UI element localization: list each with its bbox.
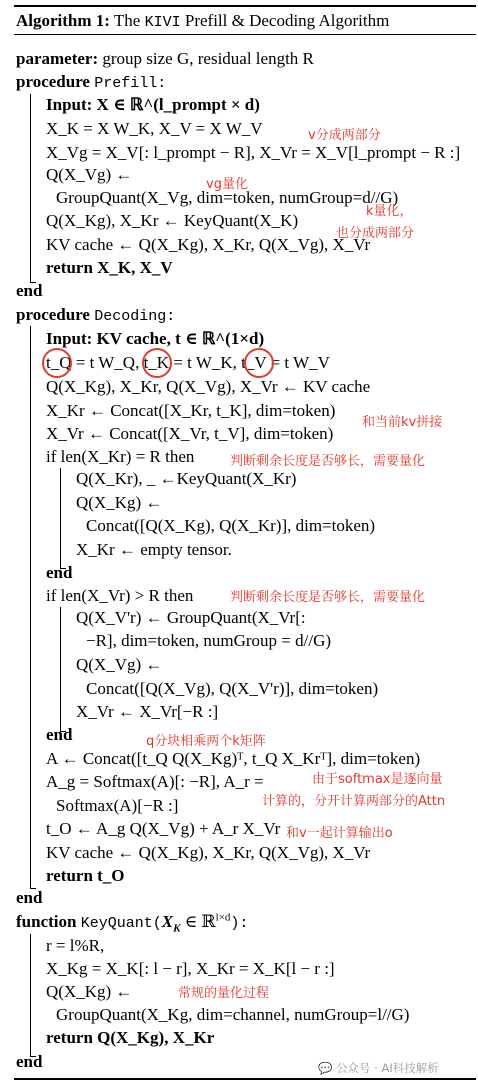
annotation-concat-kv: 和当前kv拼接	[362, 415, 443, 430]
if-k-body2: Q(X_Kg) ←	[76, 493, 163, 512]
procedure-prefill-name: Prefill:	[94, 75, 167, 92]
groupquant-v-line: GroupQuant(X_Vg, dim=token, numGroup=d//G)	[56, 188, 399, 207]
concat-v-line: X_Vr ← Concat([X_Vr, t_V], dim=token)	[46, 424, 334, 443]
annotation-check-k: 判断剩余长度是否够长，需要量化	[230, 454, 426, 469]
annotation-output: 和v一起计算输出o	[286, 826, 393, 841]
title-kivi: KIVI	[144, 14, 181, 31]
end-decoding: end	[16, 888, 43, 907]
procedure-keyword: procedure	[16, 72, 90, 91]
xkg-xkr-line: X_Kg = X_K[: l − r], X_Kr = X_K[l − r :]	[46, 959, 335, 978]
if-k-body3: Concat([Q(X_Kg), Q(X_Kr)], dim=token)	[86, 516, 376, 535]
annotation-v-split: v分成两部分	[308, 128, 381, 143]
top-rule	[14, 5, 476, 7]
xvg-xvr-line: X_Vg = X_V[: l_prompt − R], X_Vr = X_V[l_prompt − R :]	[46, 143, 461, 162]
keyquant-block-bar	[30, 934, 31, 1056]
softmax-line-1: A_g = Softmax(A)[: −R], A_r =	[46, 772, 264, 791]
circle-tv	[244, 348, 274, 378]
tq-tk-tv-line: t_Q = t W_Q, t_K = t W_K, t_V = t W_V	[46, 353, 330, 372]
function-keyquant-close: ):	[230, 915, 249, 932]
end-keyquant: end	[16, 1052, 43, 1071]
end-if-v: end	[46, 725, 73, 744]
wechat-icon: 💬	[318, 1061, 333, 1075]
if-v-body1: Q(X_V'r) ← GroupQuant(X_Vr[:	[76, 608, 306, 627]
title-rest: Prefill & Decoding Algorithm	[184, 11, 390, 30]
input-decoding-line: Input: KV cache, t ∈ ℝ^(1×d)	[46, 329, 265, 348]
annotation-vg-quant: vg量化	[206, 177, 248, 192]
function-keyword: function	[16, 912, 77, 931]
title-the: The	[113, 11, 141, 30]
attn-line: A ← Concat([t_Q Q(X_Kg)ᵀ, t_Q X_Krᵀ], dim=token)	[46, 749, 421, 768]
return-decoding-line: return t_O	[46, 866, 125, 885]
r-def-line: r = l%R,	[46, 936, 105, 955]
kv-cache-decoding-line: KV cache ← Q(X_Kg), X_Kr, Q(X_Vg), X_Vr	[46, 843, 371, 862]
procedure-decoding-name: Decoding:	[94, 308, 176, 325]
q-xvg-line: Q(X_Vg) ←	[46, 165, 133, 184]
parameter-text: group size G, residual length R	[102, 49, 314, 68]
if-v-line: if len(X_Vr) > R then	[46, 586, 194, 605]
procedure-prefill-line	[16, 71, 166, 95]
annotation-q-k-mult: q分块相乘两个k矩阵	[146, 734, 266, 749]
function-keyquant-line	[16, 911, 248, 935]
prefill-block-bar	[30, 94, 31, 282]
function-keyquant-domain: ∈ ℝ$^{l\times d}$	[184, 911, 231, 931]
annotation-softmax-2: 计算的，分开计算两部分的Attn	[262, 794, 446, 809]
groupquant-k-line: GroupQuant(X_Kg, dim=channel, numGroup=l//G)	[56, 1005, 410, 1024]
parameter-line	[16, 48, 314, 70]
if-k-body4: X_Kr ← empty tensor.	[76, 540, 232, 559]
procedure-decoding-keyword: procedure	[16, 305, 90, 324]
if-k-line: if len(X_Kr) = R then	[46, 447, 195, 466]
parameter-keyword: parameter:	[16, 49, 99, 68]
if-k-block-bar	[60, 468, 61, 568]
end-if-k: end	[46, 563, 73, 582]
if-v-body4: Concat([Q(X_Vg), Q(X_V'r)], dim=token)	[86, 679, 379, 698]
annotation-check-v: 判断剩余长度是否够长，需要量化	[230, 590, 426, 605]
decoding-block-bar	[30, 326, 31, 888]
end-prefill: end	[16, 281, 43, 300]
algorithm-label: Algorithm 1:	[16, 11, 110, 30]
concat-k-line: X_Kr ← Concat([X_Kr, t_K], dim=token)	[46, 401, 336, 420]
procedure-decoding-line	[16, 304, 175, 328]
kv-cache-prefill-line: KV cache ← Q(X_Kg), X_Kr, Q(X_Vg), X_Vr	[46, 235, 371, 254]
if-v-block-bar	[60, 607, 61, 731]
watermark-text: 公众号 · AI科技解析	[335, 1061, 439, 1075]
title-rule	[14, 34, 476, 35]
q-xkg-line: Q(X_Kg) ←	[46, 982, 133, 1001]
return-keyquant-line: return Q(X_Kg), X_Kr	[46, 1028, 215, 1047]
keyquant-assign-line: Q(X_Kg), X_Kr ← KeyQuant(X_K)	[46, 211, 299, 230]
bottom-rule	[14, 1078, 476, 1080]
return-prefill-line: return X_K, X_V	[46, 258, 173, 277]
annotation-keyquant: 常规的量化过程	[178, 986, 270, 1001]
circle-tq	[42, 348, 72, 378]
if-v-body5: X_Vr ← X_Vr[−R :]	[76, 702, 219, 721]
algorithm-title	[16, 10, 389, 34]
annotation-k-quant: k量化，	[366, 204, 413, 219]
output-line: t_O ← A_g Q(X_Vg) + A_r X_Vr	[46, 819, 281, 838]
function-keyquant-name: KeyQuant(	[80, 915, 162, 932]
annotation-k-split: 也分成两部分	[336, 226, 415, 241]
if-v-body3: Q(X_Vg) ←	[76, 655, 163, 674]
watermark	[318, 1060, 439, 1076]
if-v-body2: −R], dim=token, numGroup = d//G)	[86, 631, 332, 650]
softmax-line-2: Softmax(A)[−R :]	[56, 796, 179, 815]
if-k-body1: Q(X_Kr), _ ←KeyQuant(X_Kr)	[76, 469, 297, 488]
xk-xv-line: X_K = X W_K, X_V = X W_V	[46, 119, 263, 138]
function-keyquant-arg: $X_K$	[161, 912, 181, 935]
input-prefill-line: Input: X ∈ ℝ^(l_prompt × d)	[46, 95, 260, 114]
circle-tk	[142, 348, 172, 378]
load-cache-line: Q(X_Kg), X_Kr, Q(X_Vg), X_Vr ← KV cache	[46, 377, 371, 396]
annotation-softmax-1: 由于softmax是逐向量	[312, 772, 443, 787]
